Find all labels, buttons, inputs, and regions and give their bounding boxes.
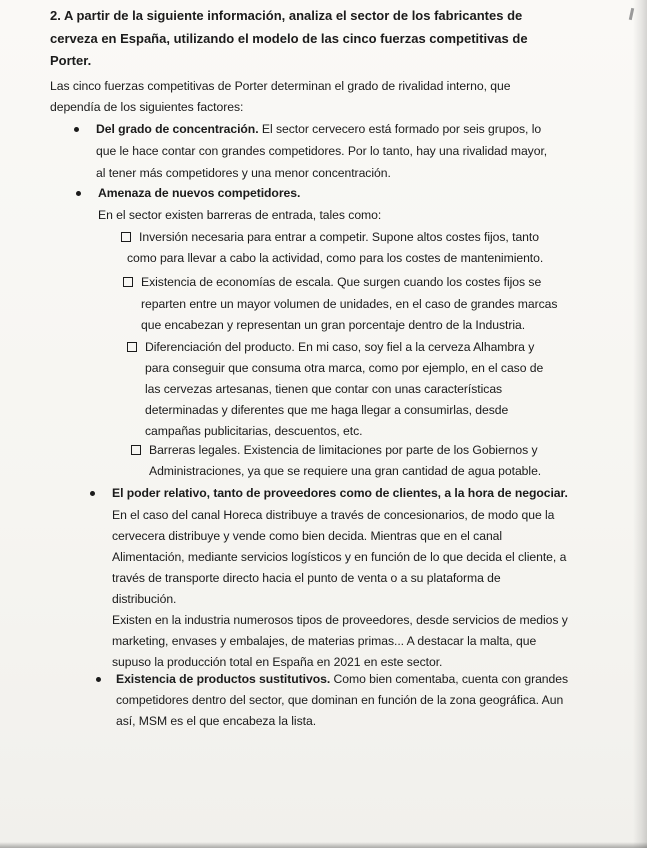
- amenaza-title: Amenaza de nuevos competidores.: [98, 186, 301, 200]
- poder-line-7: marketing, envases y embalajes, de materias primas... A destacar la malta, que: [112, 634, 537, 648]
- bullet-icon: [74, 127, 79, 132]
- poder-line-8: supuso la producción total en España en 2021 en este sector.: [112, 655, 443, 669]
- barrera-escala-line-3: que encabezan y representan un gran porcentaje dentro de la Industria.: [141, 318, 526, 332]
- sustitutivos-text: Como bien comentaba, cuenta con grandes: [330, 672, 569, 686]
- poder-line-2: cervecera distribuye y vende como bien decida. Mientras que en el canal: [112, 529, 503, 543]
- intro-line-2: dependía de los siguientes factores:: [50, 100, 244, 114]
- sustitutivos-line-2: competidores dentro del sector, que dominan en función de la zona geográfica. Aun: [116, 693, 564, 707]
- question-heading-line-2: cerveza en España, utilizando el modelo de las cinco fuerzas competitivas de: [50, 31, 528, 46]
- question-heading-line-3: Porter.: [50, 53, 92, 68]
- bullet-icon: [96, 677, 101, 682]
- scan-edge-shadow-right: [633, 0, 647, 848]
- concentracion-title: Del grado de concentración.: [96, 122, 259, 136]
- poder-line-1: En el caso del canal Horeca distribuye a través de concesionarios, de modo que la: [112, 508, 555, 522]
- checkbox-square-icon: [123, 277, 133, 287]
- barrera-diferenciacion-line-2: para conseguir que consuma otra marca, como por ejemplo, en el caso de: [145, 361, 544, 375]
- barrera-diferenciacion-line-3: las cervezas artesanas, tienen que contar con unas características: [145, 382, 503, 396]
- concentracion-line-3: al tener más competidores y una menor concentración.: [96, 166, 391, 180]
- bullet-icon: [76, 191, 81, 196]
- barrera-inversion-line-2: como para llevar a cabo la actividad, como para los costes de mantenimiento.: [127, 251, 544, 265]
- amenaza-intro: En el sector existen barreras de entrada, tales como:: [98, 208, 382, 222]
- scan-edge-shadow-bottom: [0, 842, 647, 848]
- concentracion-line-2: que le hace contar con grandes competidores. Por lo tanto, hay una rivalidad mayor,: [96, 144, 548, 158]
- barrera-escala-line-2: reparten entre un mayor volumen de unidades, en el caso de grandes marcas: [141, 297, 558, 311]
- barrera-legal-line-1: Barreras legales. Existencia de limitaciones por parte de los Gobiernos y: [149, 443, 538, 457]
- barrera-inversion-line-1: Inversión necesaria para entrar a competir. Supone altos costes fijos, tanto: [139, 230, 539, 244]
- poder-line-6: Existen en la industria numerosos tipos de proveedores, desde servicios de medios y: [112, 613, 568, 627]
- intro-line-1: Las cinco fuerzas competitivas de Porter determinan el grado de rivalidad interno, que: [50, 79, 511, 93]
- poder-line-3: Alimentación, mediante servicios logísticos y en función de lo que decida el cliente, a: [112, 550, 567, 564]
- barrera-diferenciacion-line-1: Diferenciación del producto. En mi caso, soy fiel a la cerveza Alhambra y: [145, 340, 535, 354]
- poder-line-5: distribución.: [112, 592, 177, 606]
- barrera-escala-line-1: Existencia de economías de escala. Que surgen cuando los costes fijos se: [141, 275, 542, 289]
- checkbox-square-icon: [131, 445, 141, 455]
- bullet-icon: [90, 491, 95, 496]
- sustitutivos-line-1: [116, 671, 568, 687]
- checkbox-square-icon: [127, 342, 137, 352]
- poder-line-4: través de transporte directo hacia el punto de venta o a su plataforma de: [112, 571, 501, 585]
- barrera-diferenciacion-line-5: campañas publicitarias, descuentos, etc.: [145, 424, 363, 438]
- poder-title: El poder relativo, tanto de proveedores como de clientes, a la hora de negociar.: [112, 486, 568, 500]
- barrera-diferenciacion-line-4: determinadas y diferentes que me haga llegar a consumirlas, desde: [145, 403, 509, 417]
- concentracion-text: El sector cervecero está formado por seis grupos, lo: [258, 122, 542, 136]
- sustitutivos-line-3: así, MSM es el que encabeza la lista.: [116, 714, 317, 728]
- checkbox-square-icon: [121, 232, 131, 242]
- concentracion-line-1: [96, 121, 541, 137]
- barrera-legal-line-2: Administraciones, ya que se requiere una gran cantidad de agua potable.: [149, 464, 542, 478]
- question-heading-line-1: 2. A partir de la siguiente información, analiza el sector de los fabricantes de: [50, 8, 523, 23]
- sustitutivos-title: Existencia de productos sustitutivos.: [116, 672, 331, 686]
